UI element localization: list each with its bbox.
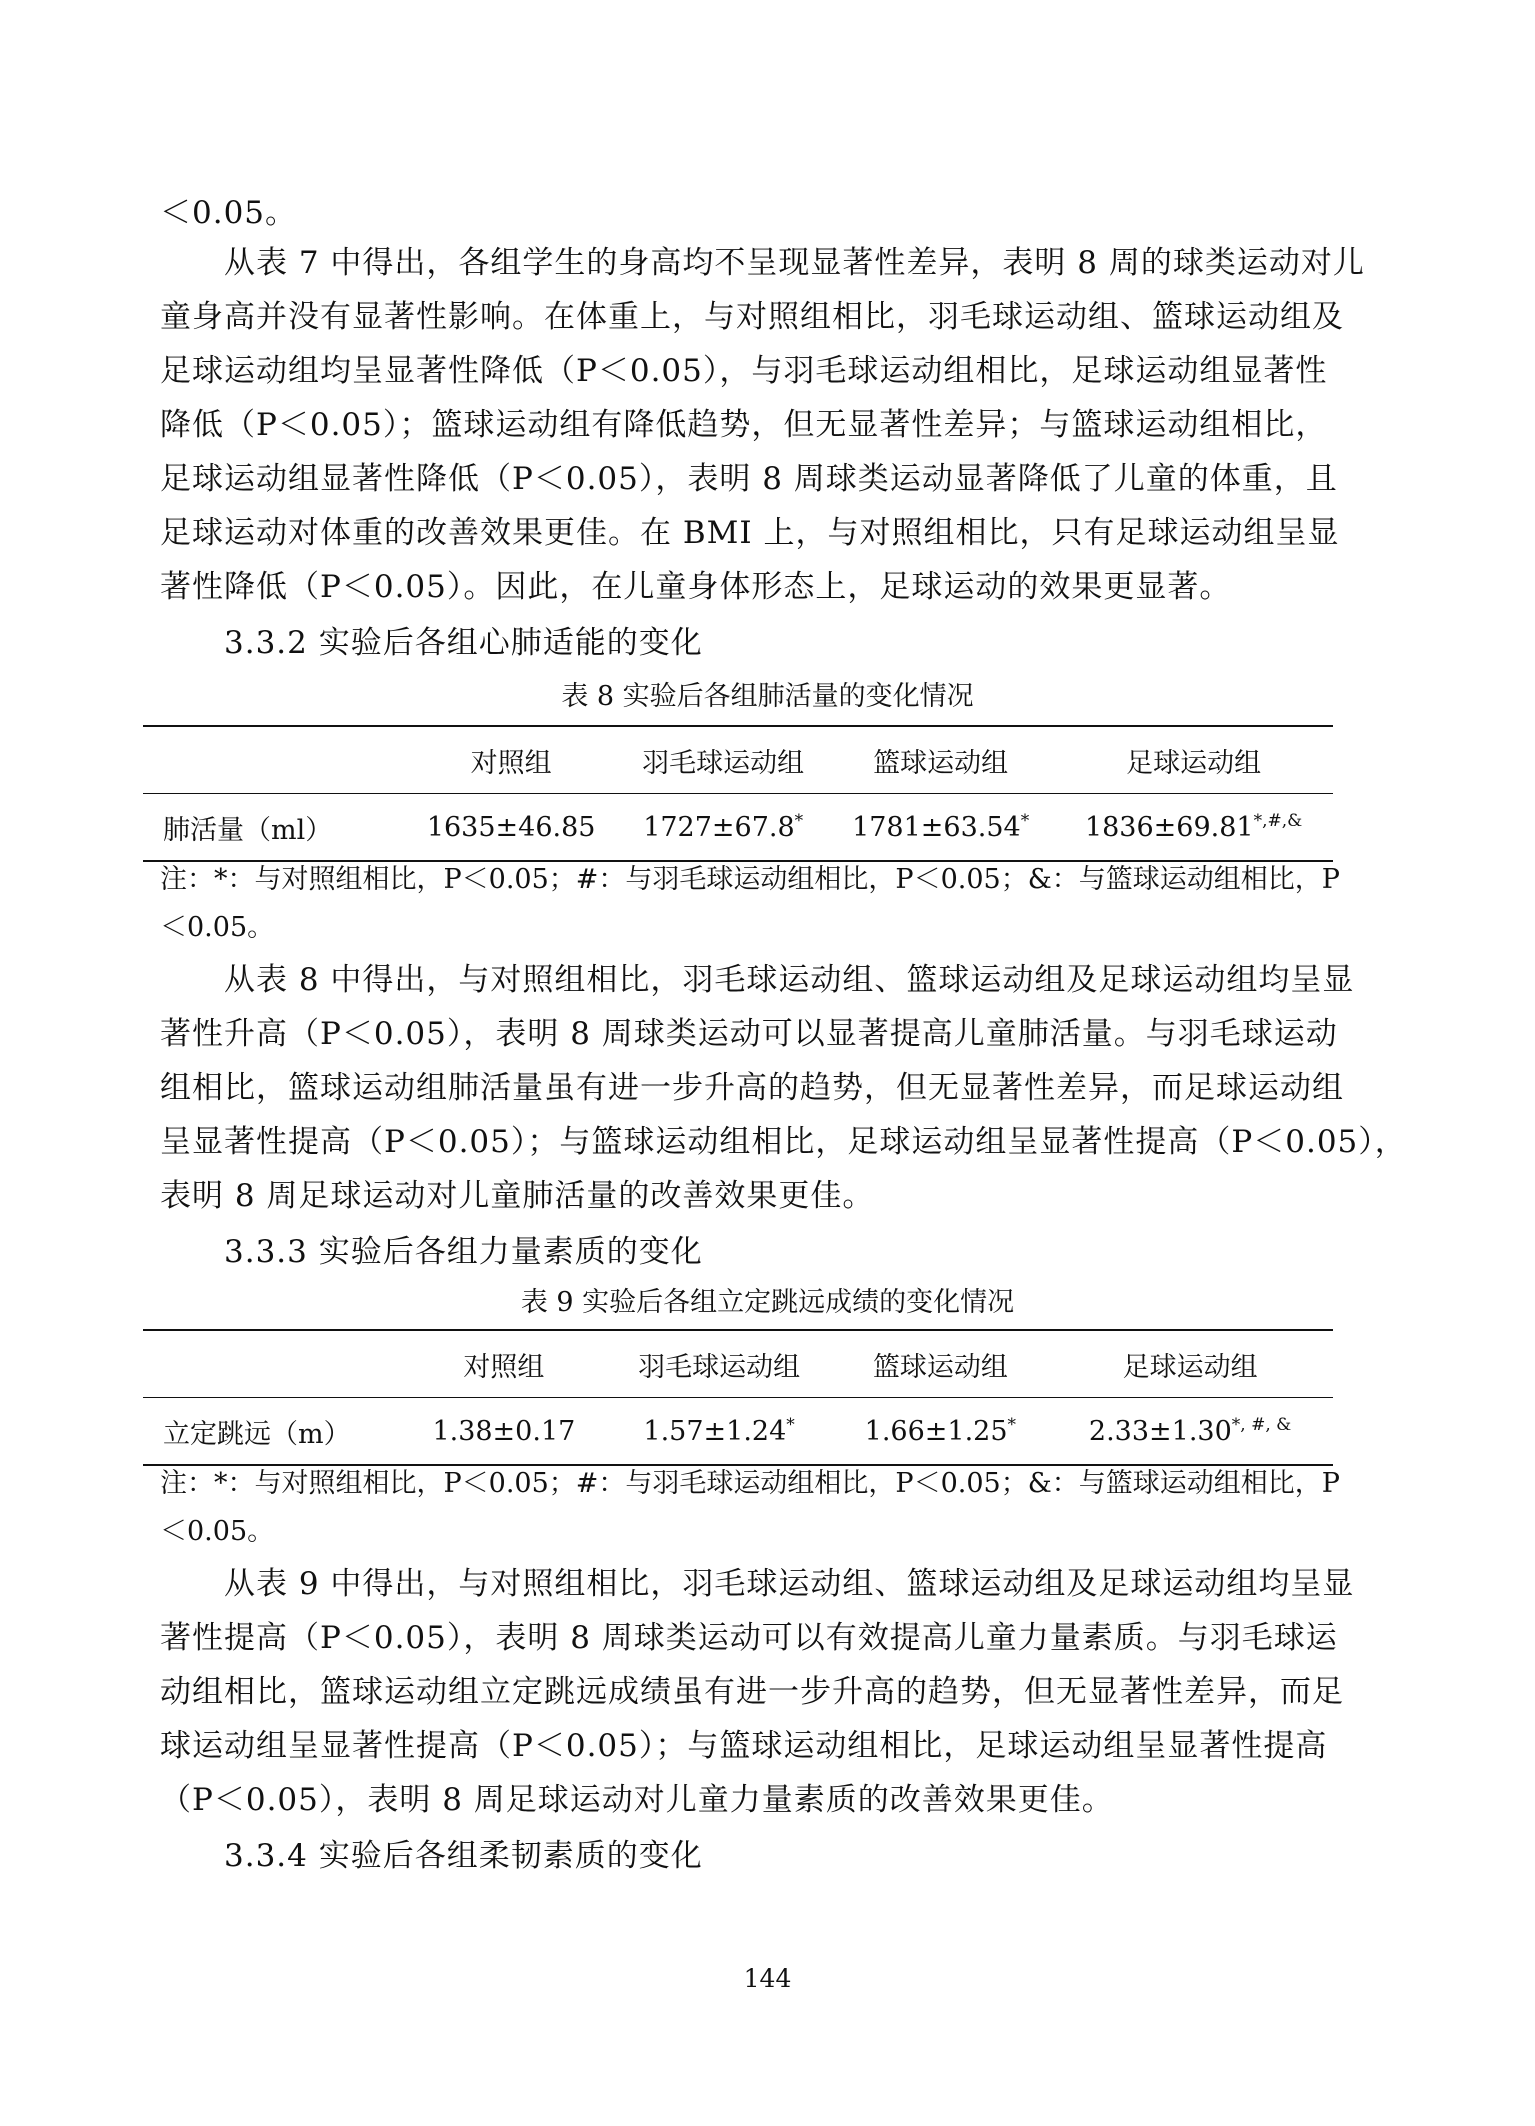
paragraph-line: 动组相比，篮球运动组立定跳远成绩虽有进一步升高的趋势，但无显著性差异，而足	[160, 1674, 1344, 1710]
table-row	[143, 1398, 1333, 1466]
cell-value: 1.38±0.17	[432, 1415, 576, 1447]
table-cell	[833, 1398, 1047, 1466]
page-number: 144	[743, 1964, 792, 1993]
significance-mark: *	[786, 1414, 795, 1435]
table-header-cell: 篮球运动组	[873, 747, 1009, 779]
table9-caption: 表 9 实验后各组立定跳远成绩的变化情况	[520, 1287, 1015, 1318]
table-header-cell: 对照组	[463, 1351, 545, 1383]
table-note: 注：*：与对照组相比，P＜0.05；#：与羽毛球运动组相比，P＜0.05；&：与篮球运动组相比，P	[160, 864, 1340, 895]
significance-mark: *	[1007, 1414, 1017, 1435]
table-cell	[827, 794, 1054, 862]
paragraph-line: 足球运动组均呈显著性降低（P＜0.05），与羽毛球运动组相比，足球运动组显著性	[160, 353, 1328, 389]
table8	[143, 725, 1333, 862]
paragraph-line: 球运动组呈显著性提高（P＜0.05）；与篮球运动组相比，足球运动组呈显著性提高	[160, 1728, 1328, 1764]
paragraph-line: 著性提高（P＜0.05），表明 8 周球类运动可以有效提高儿童力量素质。与羽毛球运	[160, 1620, 1338, 1656]
section-heading: 3.3.2 实验后各组心肺适能的变化	[224, 625, 703, 661]
table8-caption: 表 8 实验后各组肺活量的变化情况	[561, 681, 974, 712]
table-cell	[403, 794, 619, 862]
table-header-cell: 对照组	[470, 747, 552, 779]
cell-value: 1635±46.85	[426, 811, 596, 843]
table-note: ＜0.05。	[160, 912, 275, 943]
table-header-row	[143, 726, 1333, 794]
paragraph-line: 从表 9 中得出，与对照组相比，羽毛球运动组、篮球运动组及足球运动组均呈显	[224, 1566, 1355, 1602]
table-cell	[605, 1398, 834, 1466]
table-header-cell	[143, 726, 403, 794]
cell-value: 1.57±1.24	[643, 1415, 787, 1447]
table-cell	[403, 1398, 605, 1466]
cell-value: 1781±63.54	[852, 811, 1021, 843]
paragraph-line: 呈显著性提高（P＜0.05）；与篮球运动组相比，足球运动组呈显著性提高（P＜0.05），	[160, 1124, 1407, 1160]
table-header-cell: 足球运动组	[1126, 747, 1262, 779]
table-header-cell	[143, 1330, 403, 1398]
paragraph-line: 足球运动组显著性降低（P＜0.05），表明 8 周球类运动显著降低了儿童的体重，且	[160, 461, 1338, 497]
cell-value: 1836±69.81	[1084, 811, 1254, 843]
table-header-cell: 羽毛球运动组	[642, 747, 805, 779]
section-heading: 3.3.4 实验后各组柔韧素质的变化	[224, 1838, 703, 1874]
significance-mark: *, #, &	[1231, 1414, 1292, 1435]
paragraph-line: 从表 7 中得出，各组学生的身高均不呈现显著性差异，表明 8 周的球类运动对儿	[224, 245, 1365, 281]
significance-mark: *	[1020, 810, 1030, 831]
table-header-cell: 篮球运动组	[872, 1351, 1008, 1383]
table-header-row	[143, 1330, 1333, 1398]
table-note: ＜0.05。	[160, 1516, 275, 1547]
paragraph-line: （P＜0.05），表明 8 周足球运动对儿童力量素质的改善效果更佳。	[160, 1782, 1114, 1818]
table-cell	[1047, 1398, 1333, 1466]
table-header-cell: 羽毛球运动组	[638, 1351, 801, 1383]
row-label: 立定跳远（m）	[163, 1418, 351, 1450]
table-cell	[1054, 794, 1333, 862]
paragraph-line: ＜0.05。	[160, 195, 298, 231]
cell-value: 1.66±1.25	[864, 1415, 1008, 1447]
paragraph-line: 足球运动对体重的改善效果更佳。在 BMI 上，与对照组相比，只有足球运动组呈显	[160, 515, 1340, 551]
paragraph-line: 表明 8 周足球运动对儿童肺活量的改善效果更佳。	[160, 1178, 875, 1214]
paragraph-line: 著性降低（P＜0.05）。因此，在儿童身体形态上，足球运动的效果更显著。	[160, 569, 1232, 605]
significance-mark: *	[794, 810, 804, 831]
cell-value: 2.33±1.30	[1088, 1415, 1232, 1447]
section-heading: 3.3.3 实验后各组力量素质的变化	[224, 1234, 703, 1270]
table-cell	[619, 794, 827, 862]
cell-value: 1727±67.8	[643, 811, 795, 843]
paragraph-line: 降低（P＜0.05）；篮球运动组有降低趋势，但无显著性差异；与篮球运动组相比，	[160, 407, 1328, 443]
paragraph-line: 著性升高（P＜0.05），表明 8 周球类运动可以显著提高儿童肺活量。与羽毛球运动	[160, 1016, 1338, 1052]
table9	[143, 1329, 1333, 1466]
table-header-cell: 足球运动组	[1122, 1351, 1258, 1383]
table-note: 注：*：与对照组相比，P＜0.05；#：与羽毛球运动组相比，P＜0.05；&：与篮球运动组相比，P	[160, 1468, 1340, 1499]
significance-mark: *,#,&	[1253, 810, 1303, 831]
paragraph-line: 童身高并没有显著性影响。在体重上，与对照组相比，羽毛球运动组、篮球运动组及	[160, 299, 1344, 335]
row-label: 肺活量（ml）	[163, 814, 333, 846]
table-row	[143, 794, 1333, 862]
paragraph-line: 组相比，篮球运动组肺活量虽有进一步升高的趋势，但无显著性差异，而足球运动组	[160, 1070, 1344, 1106]
paragraph-line: 从表 8 中得出，与对照组相比，羽毛球运动组、篮球运动组及足球运动组均呈显	[224, 962, 1355, 998]
